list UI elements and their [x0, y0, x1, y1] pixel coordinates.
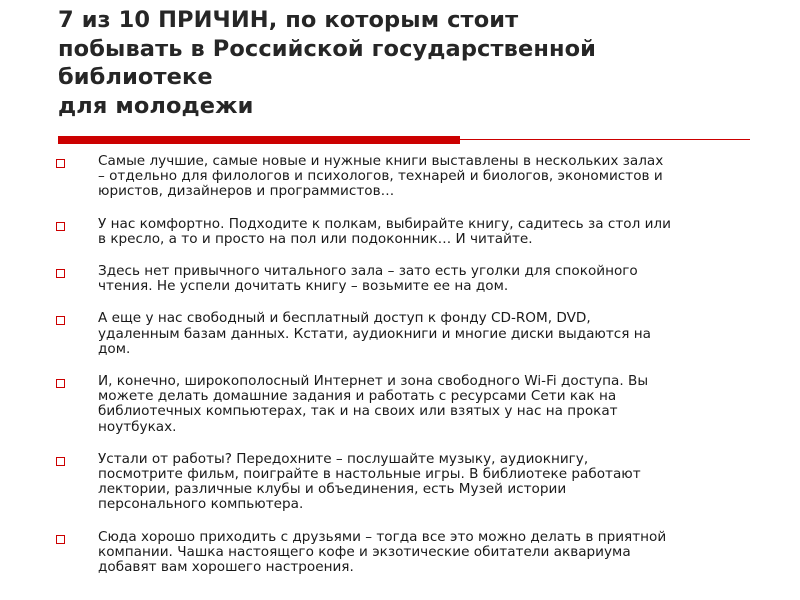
hollow-square-bullet-icon	[56, 269, 65, 278]
list-item	[54, 264, 754, 294]
hollow-square-bullet-icon	[56, 316, 65, 325]
text-line: – отдельно для филологов и психологов, технарей и биологов, экономистов и	[98, 168, 663, 185]
hollow-square-bullet-icon	[56, 222, 65, 231]
text-line: персонального компьютера.	[98, 496, 304, 513]
bullet-text	[98, 311, 754, 357]
bullet-text	[98, 154, 754, 200]
list-item	[54, 311, 754, 357]
text-line: добавят вам хорошего настроения.	[98, 559, 354, 576]
title-line: побывать в Российской государственной	[58, 35, 597, 62]
text-line: в кресло, а то и просто на пол или подоконник… И читайте.	[98, 230, 533, 247]
title-divider-thin	[460, 139, 750, 140]
bullet-text	[98, 217, 754, 247]
text-line: юристов, дизайнеров и программистов…	[98, 183, 395, 200]
text-line: библиотечных компьютерах, так и на своих или взятых у нас на прокат	[98, 403, 618, 420]
bullet-text	[98, 374, 754, 435]
text-line: У нас комфортно. Подходите к полкам, выбирайте книгу, садитесь за стол или	[98, 215, 671, 232]
hollow-square-bullet-icon	[56, 379, 65, 388]
text-line: И, конечно, широкополосный Интернет и зона свободного Wi-Fi доступа. Вы	[98, 373, 649, 390]
text-line: дом.	[98, 340, 131, 357]
hollow-square-bullet-icon	[56, 535, 65, 544]
bullet-text	[98, 530, 754, 576]
text-line: компании. Чашка настоящего кофе и экзотические обитатели аквариума	[98, 543, 631, 560]
title-divider-thick	[58, 136, 460, 144]
text-line: Здесь нет привычного читального зала – зато есть уголки для спокойного	[98, 263, 638, 280]
list-item	[54, 452, 754, 513]
list-item	[54, 217, 754, 247]
text-line: удаленным базам данных. Кстати, аудиокниги и многие диски выдаются на	[98, 325, 651, 342]
text-line: чтения. Не успели дочитать книгу – возьмите ее на дом.	[98, 278, 509, 295]
title-line: для молодежи	[58, 92, 254, 119]
list-item	[54, 374, 754, 435]
bullet-text	[98, 264, 754, 294]
text-line: можете делать домашние задания и работать с ресурсами Сети как на	[98, 388, 617, 405]
list-item	[54, 154, 754, 200]
hollow-square-bullet-icon	[56, 457, 65, 466]
text-line: Сюда хорошо приходить с друзьями – тогда все это можно делать в приятной	[98, 528, 667, 545]
text-line: А еще у нас свободный и бесплатный доступ к фонду CD-ROM, DVD,	[98, 310, 591, 327]
hollow-square-bullet-icon	[56, 159, 65, 168]
text-line: лектории, различные клубы и объединения, есть Музей истории	[98, 481, 567, 498]
bullet-text	[98, 452, 754, 513]
title-line: библиотеке	[58, 64, 213, 90]
text-line: ноутбуках.	[98, 418, 177, 435]
text-line: Самые лучшие, самые новые и нужные книги выставлены в нескольких залах	[98, 153, 664, 169]
slide-title	[58, 6, 778, 120]
text-line: Устали от работы? Передохните – послушайте музыку, аудиокнигу,	[98, 450, 589, 467]
text-line: посмотрите фильм, поиграйте в настольные игры. В библиотеке работают	[98, 466, 641, 483]
bullet-list	[54, 154, 754, 592]
list-item	[54, 530, 754, 576]
title-line: 7 из 10 ПРИЧИН, по которым стоит	[58, 7, 519, 33]
